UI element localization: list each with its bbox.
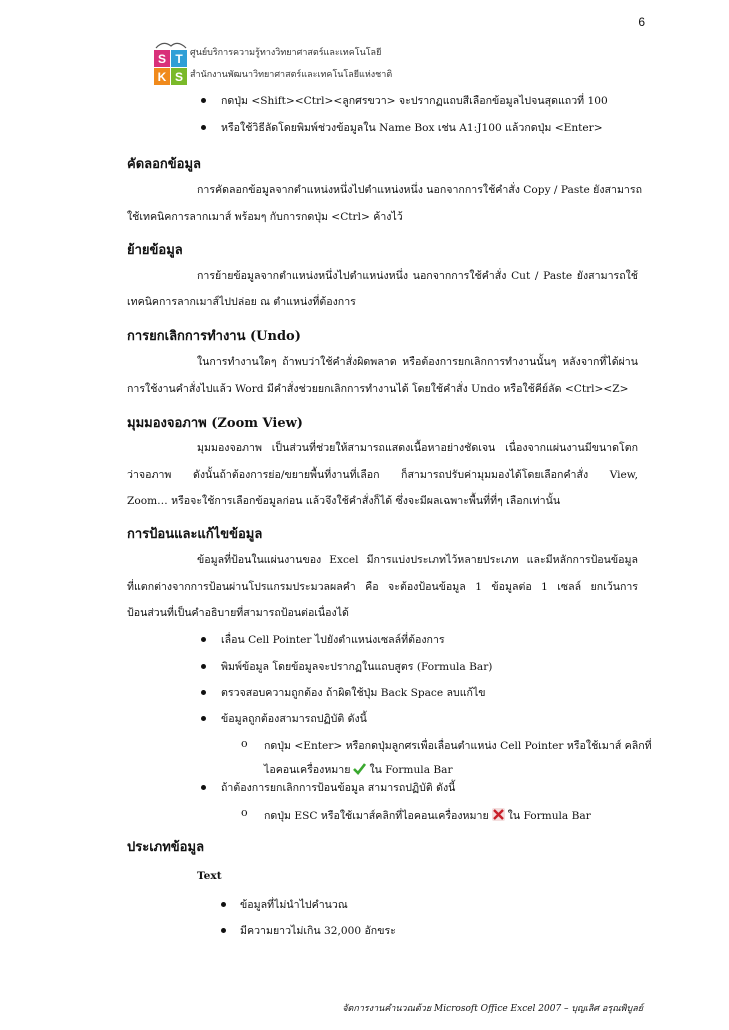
sub-list-text: ไอคอนเครื่องหมาย — [264, 764, 351, 776]
bullet-dot — [201, 664, 206, 669]
section-heading-move: ย้ายข้อมูล — [127, 243, 183, 258]
svg-text:S: S — [157, 52, 167, 66]
sub-bullet-marker: o — [241, 737, 248, 750]
svg-text:K: K — [157, 70, 167, 84]
list-item: เลื่อน Cell Pointer ไปยังตำแหน่งเซลล์ที่ต้องการ — [221, 634, 445, 646]
checkmark-icon — [353, 762, 366, 775]
bullet-dot — [201, 637, 206, 642]
paragraph-line: ที่แตกต่างจากการป้อนผ่านโปรแกรมประมวลผลคำ คือ จะต้องป้อนข้อมูล 1 ข้อมูลต่อ 1 เซลล์ ยกเว้นการ — [127, 581, 638, 593]
list-item: ข้อมูลที่ไม่นำไปคำนวณ — [240, 899, 348, 911]
bullet-dot — [201, 125, 206, 130]
bullet-dot — [221, 928, 226, 933]
page-footer: จัดการงานคำนวณด้วย Microsoft Office Excel 2007 – บุญเลิศ อรุณพิบูลย์ — [342, 1004, 643, 1014]
section-heading-undo: การยกเลิกการทำงาน (Undo) — [127, 329, 301, 344]
bullet-dot — [201, 716, 206, 721]
sub-list-text: กดปุ่ม ESC หรือใช้เมาส์คลิกที่ไอคอนเครื่องหมาย — [264, 810, 489, 822]
list-item: พิมพ์ข้อมูล โดยข้อมูลจะปรากฏในแถบสูตร (Formula Bar) — [221, 661, 493, 673]
stks-logo — [154, 40, 188, 86]
sub-list-text: ใน Formula Bar — [507, 810, 591, 822]
paragraph-line: ว่าจอภาพ ดังนั้นถ้าต้องการย่อ/ขยายพื้นที่งานที่เลือก ก็สามารถปรับค่ามุมมองได้โดยเลือกคำสั่ง View, — [127, 469, 638, 481]
paragraph-line: มุมมองจอภาพ เป็นส่วนที่ช่วยให้สามารถแสดงเนื้อหาอย่างชัดเจน เนื่องจากแผ่นงานมีขนาดโตก — [197, 442, 638, 454]
list-item: มีความยาวไม่เกิน 32,000 อักขระ — [240, 925, 396, 937]
section-heading-types: ประเภทข้อมูล — [127, 840, 205, 855]
subheading-text: Text — [197, 870, 222, 882]
list-item: ข้อมูลถูกต้องสามารถปฏิบัติ ดังนี้ — [221, 713, 367, 725]
paragraph-line: การใช้งานคำสั่งไปแล้ว Word มีคำสั่งช่วยยกเลิกการทำงานได้ โดยใช้คำสั่ง Undo หรือใช้คีย์ลัด <Ctrl><Z> — [127, 383, 629, 395]
paragraph-line: Zoom… หรือจะใช้การเลือกข้อมูลก่อน แล้วจึงใช้คำสั่งก็ได้ ซึ่งจะมีผลเฉพาะพื้นที่ที่ๆ เลือกเท่านั้น — [127, 495, 561, 507]
paragraph-line: ป้อนส่วนที่เป็นคำอธิบายที่สามารถป้อนต่อเนื่องได้ — [127, 607, 349, 619]
page-number: 6 — [638, 15, 645, 29]
bullet-dot — [201, 98, 206, 103]
section-heading-zoom: มุมมองจอภาพ (Zoom View) — [127, 416, 303, 431]
list-item: ตรวจสอบความถูกต้อง ถ้าผิดใช้ปุ่ม Back Space ลบแก้ไข — [221, 687, 486, 699]
org-name-line1: ศูนย์บริการความรู้ทางวิทยาศาสตร์และเทคโนโลยี — [190, 47, 382, 57]
paragraph-line: ในการทำงานใดๆ ถ้าพบว่าใช้คำสั่งผิดพลาด หรือต้องการยกเลิกการทำงานนั้นๆ หลังจากที่ได้ผ่าน — [197, 356, 638, 368]
org-name-line2: สำนักงานพัฒนาวิทยาศาสตร์และเทคโนโลยีแห่งชาติ — [190, 69, 393, 79]
svg-text:S: S — [174, 70, 184, 84]
sub-list-item: กดปุ่ม <Enter> หรือกดปุ่มลูกศรเพื่อเลื่อนตำแหน่ง Cell Pointer หรือใช้เมาส์ คลิกที่ — [264, 740, 652, 752]
sub-list-text: ใน Formula Bar — [369, 764, 453, 776]
sub-bullet-marker: o — [241, 806, 248, 819]
list-item: หรือใช้วิธีลัดโดยพิมพ์ช่วงข้อมูลใน Name Box เช่น A1:J100 แล้วกดปุ่ม <Enter> — [221, 122, 603, 134]
sub-list-item — [264, 808, 591, 823]
sub-list-item-continued — [264, 762, 453, 777]
section-heading-copy: คัดลอกข้อมูล — [127, 157, 202, 172]
paragraph-line: การย้ายข้อมูลจากตำแหน่งหนึ่งไปตำแหน่งหนึ่ง นอกจากการใช้คำสั่ง Cut / Paste ยังสามารถใช้ — [197, 270, 638, 282]
section-heading-entry: การป้อนและแก้ไขข้อมูล — [127, 527, 263, 542]
paragraph-line: ใช้เทคนิคการลากเมาส์ พร้อมๆ กับการกดปุ่ม <Ctrl> ค้างไว้ — [127, 211, 403, 223]
cross-icon — [492, 808, 505, 821]
paragraph-line: เทคนิคการลากเมาส์ไปปล่อย ณ ตำแหน่งที่ต้องการ — [127, 296, 356, 308]
svg-text:T: T — [175, 52, 183, 66]
paragraph-line: การคัดลอกข้อมูลจากตำแหน่งหนึ่งไปตำแหน่งหนึ่ง นอกจากการใช้คำสั่ง Copy / Paste ยังสามารถ — [197, 184, 642, 196]
paragraph-line: ข้อมูลที่ป้อนในแผ่นงานของ Excel มีการแบ่งประเภทไว้หลายประเภท และมีหลักการป้อนข้อมูล — [197, 554, 638, 566]
bullet-dot — [201, 690, 206, 695]
list-item: กดปุ่ม <Shift><Ctrl><ลูกศรขวา> จะปรากฏแถบสีเลือกข้อมูลไปจนสุดแถวที่ 100 — [221, 95, 608, 107]
bullet-dot — [201, 785, 206, 790]
list-item: ถ้าต้องการยกเลิกการป้อนข้อมูล สามารถปฏิบัติ ดังนี้ — [221, 782, 456, 794]
bullet-dot — [221, 902, 226, 907]
